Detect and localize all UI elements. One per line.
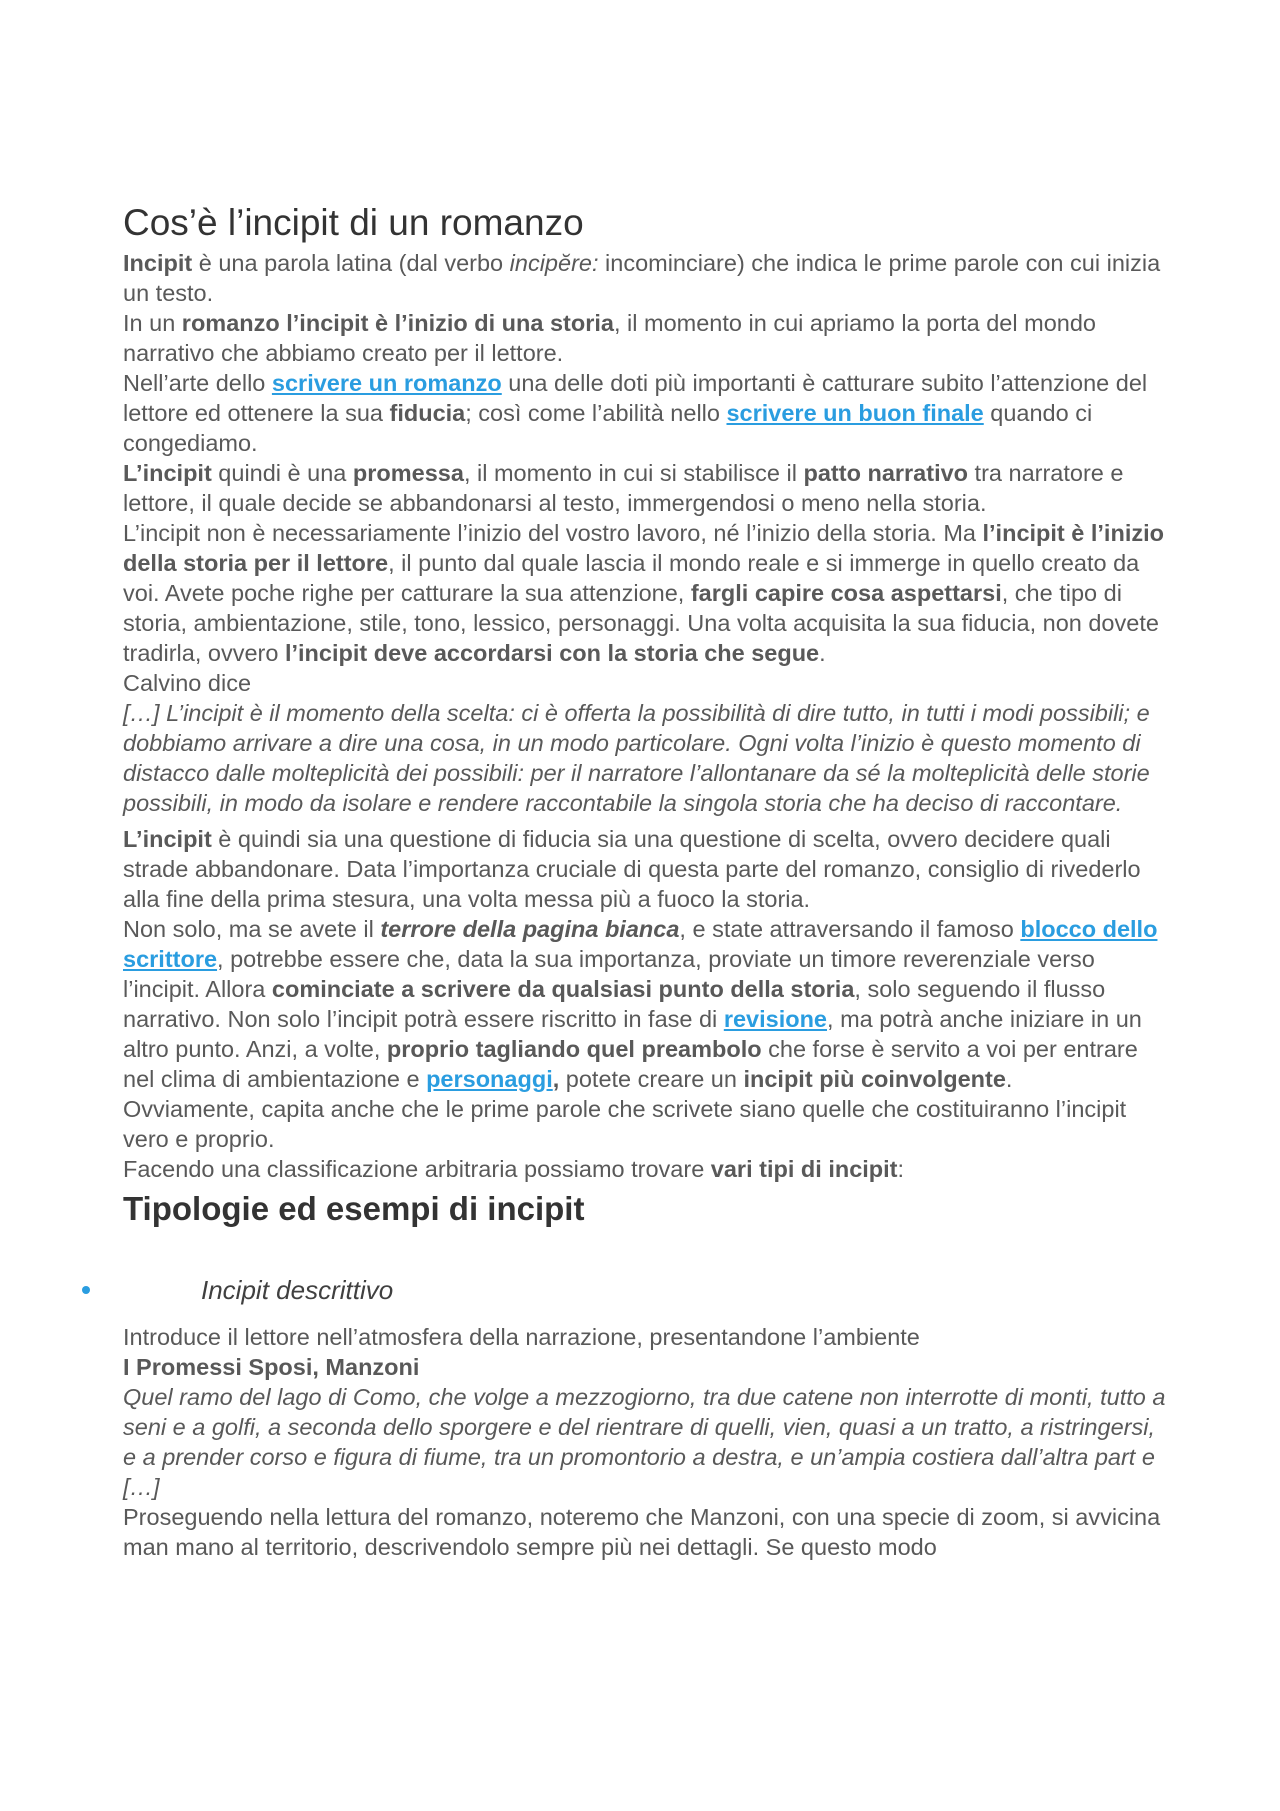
text: L’incipit non è necessariamente l’inizio del vostro lavoro, né l’inizio della storia. Ma <box>123 520 983 546</box>
paragraph-proseguendo: Proseguendo nella lettura del romanzo, noteremo che Manzoni, con una specie di zoom, si avvicina man mano al territorio, descrivendolo sempre più nei dettagli. Se questo modo <box>123 1504 1161 1560</box>
bold-text: romanzo l’incipit è l’inizio di una storia <box>181 310 614 336</box>
text: : <box>897 1156 905 1182</box>
text: , potrebbe essere che, data la sua importanza, proviate un timore reverenziale verso l’incipit. Allora <box>123 946 1095 1002</box>
text: , il momento in cui apriamo la porta del mondo narrativo che abbiamo creato per il lettore. <box>123 310 1096 366</box>
paragraph-fiducia-scelta <box>123 824 1171 914</box>
bold-text: vari tipi di incipit <box>710 1156 898 1182</box>
paragraph-inizio <box>123 518 1171 668</box>
paragraph-definition <box>123 248 1171 308</box>
page-title: Cos’è l’incipit di un romanzo <box>123 202 584 243</box>
text: Nell’arte dello <box>123 370 272 396</box>
paragraph-arte <box>123 368 1171 458</box>
bold-text: L’incipit <box>123 460 212 486</box>
link-revisione[interactable]: revisione <box>723 1006 828 1032</box>
bold-text: L’incipit <box>123 826 212 852</box>
link-personaggi[interactable]: personaggi <box>426 1066 553 1092</box>
text: . <box>819 640 826 666</box>
text: , che tipo di storia, ambientazione, stile, tono, lessico, personaggi. Una volta acquisita la sua fiducia, non dovete tradirla, ovvero <box>123 580 1159 666</box>
paragraph-romanzo <box>123 308 1171 368</box>
bold-text: incipit più coinvolgente <box>743 1066 1006 1092</box>
text: è una parola latina (dal verbo <box>192 250 510 276</box>
text: che forse è servito a voi per entrare nel clima di ambientazione e <box>123 1036 1138 1092</box>
text: , e state attraversando il famoso <box>679 916 1021 942</box>
link-blocco-scrittore[interactable]: blocco dello scrittore <box>123 916 1158 972</box>
text: una delle doti più importanti è catturare subito l’attenzione del lettore ed ottenere la sua <box>123 370 1148 426</box>
text: ; così come l’abilità nello <box>465 400 727 426</box>
bold-text: fiducia <box>389 400 466 426</box>
text: , solo seguendo il flusso narrativo. Non solo l’incipit potrà essere riscritto in fase di <box>123 976 1106 1032</box>
link-scrivere-finale[interactable]: scrivere un buon finale <box>726 400 984 426</box>
text: In un <box>123 310 182 336</box>
bold-text: proprio tagliando quel preambolo <box>386 1036 762 1062</box>
link-scrivere-romanzo[interactable]: scrivere un romanzo <box>271 370 502 396</box>
text: , il momento in cui si stabilisce il <box>463 460 804 486</box>
section-heading: Tipologie ed esempi di incipit <box>123 1190 585 1227</box>
paragraph-descrittivo: Introduce il lettore nell’atmosfera della narrazione, presentandone l’ambiente <box>123 1324 920 1350</box>
paragraph-pagina-bianca <box>123 914 1171 1094</box>
text: è quindi sia una questione di fiducia sia una questione di scelta, ovvero decidere quali strade abbandonare. Data l’importanza cruciale di questa parte del romanzo, consiglio di rivederlo alla fine della prima stesura, una volta messa più a fuoco la storia. <box>123 826 1141 912</box>
text: . <box>1005 1066 1013 1092</box>
list-item <box>123 1274 1171 1306</box>
document-body <box>123 198 1171 1562</box>
quote-manzoni: Quel ramo del lago di Como, che volge a mezzogiorno, tra due catene non interrotte di monti, tutto a seni e a golfi, a seconda dello sporgere e del rientrare di quelli, vien, quasi a un tratto, a ristringersi, e a prender corso e figura di fiume, tra un promontorio a destra, e un’ampia costiera dall’altra part e […] <box>123 1384 1166 1500</box>
bold-text: l’incipit è l’inizio della storia per il lettore <box>123 520 1164 576</box>
paragraph-promessa <box>123 458 1171 518</box>
bold-text: cominciate a scrivere da qualsiasi punto della storia <box>271 976 855 1002</box>
text: quando ci congediamo. <box>123 400 1093 456</box>
quote-calvino: […] L’incipit è il momento della scelta: ci è offerta la possibilità di dire tutto, in tutti i modi possibili; e dobbiamo arrivare a dire una cosa, in un modo particolare. Ogni volta l’inizio è questo momento di distacco dalle molteplicità dei possibili: per il narratore l’allontanare da sé la molteplicità delle storie possibili, in modo da isolare e rendere raccontabile la singola storia che ha deciso di raccontare. <box>123 700 1150 816</box>
bold-text: Incipit <box>123 250 193 276</box>
bold-text: fargli capire cosa aspettarsi <box>690 580 1002 606</box>
bold-text: I Promessi Sposi, Manzoni <box>123 1354 420 1380</box>
text: , il punto dal quale lascia il mondo reale e si immerge in quello creato da voi. Avete poche righe per catturare la sua attenzione, <box>123 550 1140 606</box>
list-item-label: Incipit descrittivo <box>201 1275 394 1305</box>
paragraph-calvino: Calvino dice <box>123 670 252 696</box>
bullet-icon <box>82 1286 90 1294</box>
bold-text: l’incipit deve accordarsi con la storia che segue <box>284 640 820 666</box>
paragraph-classificazione <box>123 1154 1171 1184</box>
paragraph-example-title <box>123 1352 1171 1382</box>
text: Facendo una classificazione arbitraria possiamo trovare <box>123 1156 711 1182</box>
italic-text: incipĕre: <box>509 250 599 276</box>
text: quindi è una <box>211 460 353 486</box>
text: , ma potrà anche iniziare in un altro punto. Anzi, a volte, <box>123 1006 1142 1062</box>
bold-text: patto narrativo <box>803 460 969 486</box>
bold-italic-text: terrore della pagina bianca <box>380 916 680 942</box>
text: potete creare un <box>559 1066 744 1092</box>
bold-text: promessa <box>352 460 464 486</box>
paragraph-ovviamente: Ovviamente, capita anche che le prime parole che scrivete siano quelle che costituiranno l’incipit vero e proprio. <box>123 1096 1127 1152</box>
bold-text: , <box>552 1066 560 1092</box>
text: incominciare) che indica le prime parole con cui inizia un testo. <box>123 250 1161 306</box>
text: tra narratore e lettore, il quale decide se abbandonarsi al testo, immergendosi o meno nella storia. <box>123 460 1124 516</box>
text: Non solo, ma se avete il <box>123 916 381 942</box>
